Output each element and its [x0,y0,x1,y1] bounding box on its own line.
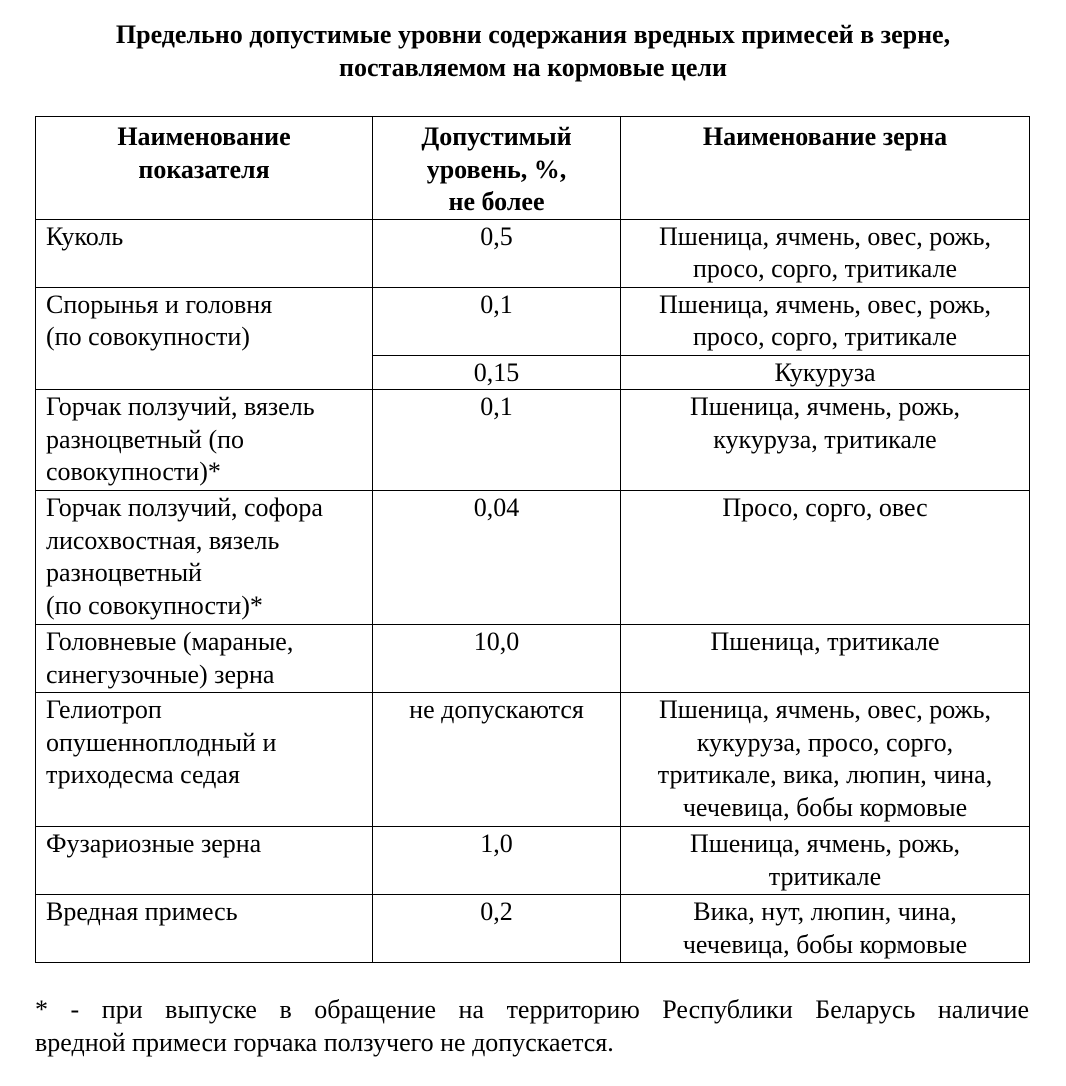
table-row [36,287,1030,355]
permissible-level-cell: 0,2 [373,895,621,963]
grain-name-cell: Пшеница, ячмень, рожь, тритикале [621,827,1030,895]
permissible-level-cell: 0,5 [373,219,621,287]
permissible-level-cell: 0,04 [373,491,621,625]
permissible-level-cell: 0,15 [373,355,621,390]
grain-name-cell: Просо, сорго, овес [621,491,1030,625]
permissible-level-cell: 0,1 [373,390,621,491]
header-indicator-name: Наименование показателя [36,117,373,220]
permissible-level-cell: 0,1 [373,287,621,355]
document-title [0,18,1066,84]
permissible-level-cell: 1,0 [373,827,621,895]
header-permissible-level: Допустимый уровень, %, не более [373,117,621,220]
grain-name-cell: Пшеница, ячмень, овес, рожь, просо, сорго, тритикале [621,287,1030,355]
permissible-level-cell: не допускаются [373,693,621,827]
footnote [35,993,1029,1059]
grain-name-cell: Пшеница, тритикале [621,625,1030,693]
grain-name-cell: Кукуруза [621,355,1030,390]
table-row [36,390,1030,491]
indicator-name-cell: Гелиотроп опушенноплодный и триходесма седая [36,693,373,827]
footnote-line-1: * - при выпуске в обращение на территорию Республики Беларусь наличие [35,995,1029,1024]
table-header-row [36,117,1030,220]
table-row [36,219,1030,287]
grain-name-cell: Вика, нут, люпин, чина, чечевица, бобы кормовые [621,895,1030,963]
indicator-name-cell: Фузариозные зерна [36,827,373,895]
indicator-name-cell: Горчак ползучий, вязель разноцветный (по совокупности)* [36,390,373,491]
permissible-level-cell: 10,0 [373,625,621,693]
indicator-name-cell: Куколь [36,219,373,287]
impurity-limits-table [35,116,1030,963]
title-line-1: Предельно допустимые уровни содержания вредных примесей в зерне, [115,20,951,49]
grain-name-cell: Пшеница, ячмень, овес, рожь, кукуруза, просо, сорго, тритикале, вика, люпин, чина, чечевица, бобы кормовые [621,693,1030,827]
grain-name-cell: Пшеница, ячмень, рожь, кукуруза, тритикале [621,390,1030,491]
indicator-name-cell: Спорынья и головня (по совокупности) [36,287,373,390]
footnote-line-2: вредной примеси горчака ползучего не допускается. [35,1028,614,1057]
indicator-name-cell: Вредная примесь [36,895,373,963]
table-row [36,895,1030,963]
table-row [36,827,1030,895]
indicator-name-cell: Головневые (мараные, синегузочные) зерна [36,625,373,693]
table-row [36,625,1030,693]
table-row [36,491,1030,625]
grain-name-cell: Пшеница, ячмень, овес, рожь, просо, сорго, тритикале [621,219,1030,287]
title-line-2: поставляемом на кормовые цели [339,53,727,82]
header-grain-name: Наименование зерна [621,117,1030,220]
indicator-name-cell: Горчак ползучий, софора лисохвостная, вязель разноцветный (по совокупности)* [36,491,373,625]
table-row [36,693,1030,827]
